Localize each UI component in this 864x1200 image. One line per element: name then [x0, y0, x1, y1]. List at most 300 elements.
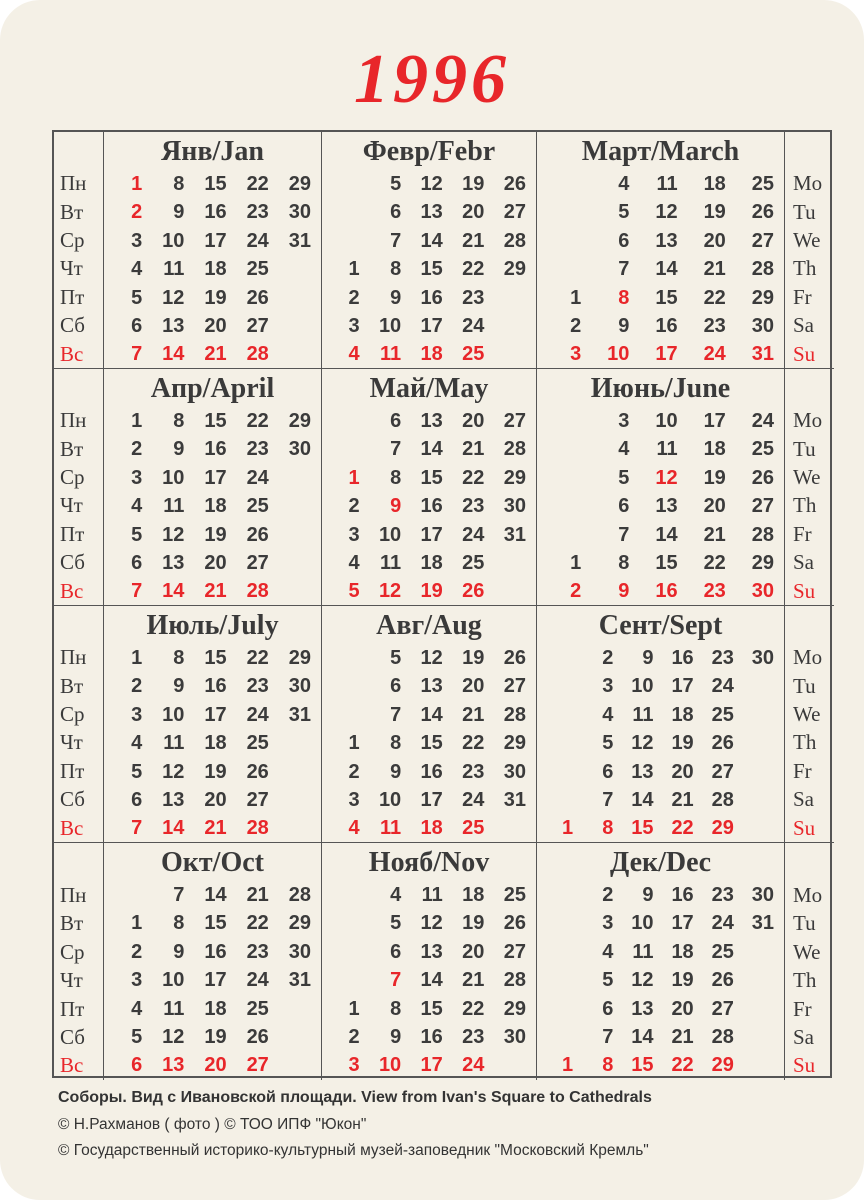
day: 3 — [131, 969, 143, 992]
day: 15 — [204, 647, 227, 669]
weekday-label: Вт — [60, 436, 84, 461]
photo-caption: Соборы. Вид с Ивановской площади. View from Ivan's Square to Cathedrals — [58, 1089, 652, 1106]
day: 16 — [420, 1025, 443, 1048]
day: 28 — [711, 788, 734, 811]
weekday-label: Вт — [60, 911, 84, 936]
day: 13 — [420, 675, 443, 698]
weekday-labels-ru — [54, 369, 104, 606]
month-block — [322, 132, 537, 369]
header-spacer — [785, 843, 834, 881]
empty-day — [322, 227, 364, 255]
day: 18 — [204, 258, 227, 281]
header-spacer — [54, 843, 103, 881]
day: 17 — [204, 229, 227, 252]
day: 15 — [420, 258, 443, 281]
holiday-day: 21 — [204, 343, 227, 366]
weekday-label: Th — [793, 730, 817, 755]
day: 1 — [131, 912, 143, 935]
month-block — [537, 843, 785, 1080]
week-column — [585, 407, 633, 606]
day: 18 — [703, 173, 726, 195]
day: 19 — [462, 647, 485, 669]
empty-day — [537, 966, 577, 994]
weekday-labels-en — [785, 843, 834, 1080]
day: 13 — [162, 788, 185, 811]
holiday-day: 21 — [204, 580, 227, 603]
day: 6 — [618, 229, 630, 252]
holiday-day: 6 — [131, 1054, 143, 1077]
holiday-day: 2 — [131, 201, 143, 224]
weekday-label: Ср — [60, 465, 85, 490]
day: 12 — [420, 912, 443, 935]
weekday-label: Sa — [793, 787, 814, 812]
day: 17 — [204, 703, 227, 726]
day: 14 — [420, 969, 443, 992]
day: 7 — [390, 229, 402, 252]
week-column — [322, 881, 364, 1080]
day: 18 — [204, 997, 227, 1020]
day: 25 — [751, 173, 775, 195]
day: 17 — [420, 788, 443, 811]
empty-day — [537, 644, 577, 672]
day: 8 — [390, 732, 402, 755]
holiday-day: 14 — [162, 580, 185, 603]
day: 23 — [711, 884, 734, 906]
day: 16 — [204, 675, 227, 698]
day: 27 — [503, 201, 526, 224]
empty-day — [488, 284, 530, 312]
weekday-label: Сб — [60, 787, 85, 812]
weekday-label: Вс — [60, 578, 84, 603]
day: 23 — [462, 495, 485, 518]
weekday-label: Ср — [60, 702, 85, 727]
day: 14 — [655, 258, 678, 281]
holiday-day: 27 — [246, 1054, 269, 1077]
day: 8 — [173, 410, 185, 432]
holiday-day: 1 — [562, 1054, 574, 1077]
day: 18 — [703, 438, 726, 461]
empty-day — [273, 549, 315, 577]
day: 16 — [204, 940, 227, 963]
day: 14 — [655, 523, 678, 546]
weekday-label: Mo — [793, 171, 823, 196]
day: 10 — [378, 788, 402, 811]
day: 8 — [390, 997, 402, 1020]
day: 12 — [420, 173, 443, 195]
week-column — [658, 644, 698, 843]
weekday-label: Сб — [60, 313, 85, 338]
day: 5 — [131, 760, 143, 783]
empty-day — [738, 814, 778, 842]
week-column — [682, 407, 730, 606]
day: 30 — [288, 438, 312, 461]
day: 23 — [246, 940, 269, 963]
day: 28 — [711, 1025, 734, 1048]
week-column — [405, 881, 447, 1080]
week-column — [730, 170, 778, 369]
day: 19 — [462, 912, 485, 935]
day: 25 — [751, 438, 775, 461]
day: 13 — [631, 760, 654, 783]
day: 12 — [162, 523, 185, 546]
weekday-label: Чт — [60, 968, 83, 993]
weekday-label: Sa — [793, 313, 814, 338]
day: 4 — [131, 495, 143, 518]
empty-day — [488, 577, 530, 605]
weekday-label: Чт — [60, 730, 83, 755]
day: 26 — [246, 760, 269, 783]
empty-day — [738, 786, 778, 814]
day: 25 — [246, 258, 269, 281]
day: 1 — [570, 286, 582, 309]
day: 9 — [642, 884, 654, 906]
day: 8 — [173, 647, 185, 669]
day: 31 — [288, 969, 312, 992]
header-spacer — [54, 606, 103, 643]
day: 31 — [503, 788, 526, 811]
day: 24 — [246, 466, 269, 489]
week-column — [104, 644, 146, 843]
day: 27 — [246, 788, 269, 811]
day: 26 — [246, 286, 269, 309]
holiday-day: 29 — [711, 817, 734, 840]
weekday-label: We — [793, 228, 821, 253]
day: 3 — [602, 675, 614, 698]
day: 12 — [162, 1025, 185, 1048]
day: 10 — [162, 229, 185, 252]
week-column — [364, 170, 406, 369]
day: 15 — [655, 286, 678, 309]
weekday-label: Вт — [60, 673, 84, 698]
day: 20 — [204, 314, 227, 337]
holiday-day: 1 — [348, 466, 360, 489]
week-column — [537, 881, 577, 1080]
day: 3 — [131, 703, 143, 726]
header-spacer — [785, 369, 834, 406]
day: 14 — [204, 884, 227, 906]
empty-day — [488, 814, 530, 842]
empty-day — [537, 729, 577, 757]
empty-day — [273, 284, 315, 312]
month-block — [104, 843, 322, 1080]
week-column — [231, 170, 273, 369]
holiday-day: 11 — [380, 343, 402, 366]
day: 20 — [204, 788, 227, 811]
day: 23 — [462, 286, 485, 309]
month-block — [537, 369, 785, 606]
weekday-label: Сб — [60, 550, 85, 575]
weekday-label: Пн — [60, 645, 87, 670]
holiday-day: 17 — [420, 1054, 443, 1077]
holiday-day: 4 — [348, 343, 360, 366]
empty-day — [488, 340, 530, 368]
day: 16 — [671, 647, 694, 669]
month-title: Май/May — [369, 373, 489, 404]
day: 30 — [503, 495, 526, 518]
week-column — [658, 881, 698, 1080]
calendar-year-title: 1996 — [354, 41, 510, 118]
day: 17 — [703, 410, 726, 432]
day: 11 — [656, 173, 678, 195]
empty-day — [273, 577, 315, 605]
week-column — [698, 881, 738, 1080]
day: 24 — [462, 523, 485, 546]
day: 8 — [390, 258, 402, 281]
holiday-day: 10 — [607, 343, 630, 366]
holiday-day: 22 — [671, 1054, 694, 1077]
weekday-label: Пн — [60, 171, 87, 196]
weekday-label: Fr — [793, 521, 812, 546]
empty-day — [273, 786, 315, 814]
day: 6 — [131, 551, 143, 574]
weekday-label: Ср — [60, 228, 85, 253]
week-column — [577, 644, 617, 843]
weekday-label: Fr — [793, 996, 812, 1021]
day: 15 — [204, 173, 227, 195]
day: 7 — [618, 523, 630, 546]
day: 8 — [173, 173, 185, 195]
holiday-day: 24 — [462, 1054, 485, 1077]
empty-day — [537, 198, 585, 226]
header-spacer — [785, 606, 834, 643]
empty-day — [738, 672, 778, 700]
holiday-day: 13 — [162, 1054, 185, 1077]
holiday-day: 7 — [131, 343, 143, 366]
day: 23 — [703, 314, 726, 337]
holiday-day: 15 — [631, 1054, 654, 1077]
day: 6 — [602, 760, 614, 783]
day: 5 — [390, 647, 402, 669]
day: 6 — [390, 675, 402, 698]
week-column — [188, 881, 230, 1080]
empty-day — [738, 966, 778, 994]
empty-day — [537, 407, 585, 435]
day: 20 — [671, 760, 694, 783]
empty-day — [322, 909, 364, 937]
week-column — [617, 644, 657, 843]
weekday-label: Mo — [793, 645, 823, 670]
day: 14 — [631, 788, 654, 811]
day: 26 — [246, 523, 269, 546]
day: 10 — [162, 466, 185, 489]
day: 21 — [462, 969, 485, 992]
day: 26 — [246, 1025, 269, 1048]
day: 26 — [503, 173, 526, 195]
day: 23 — [246, 201, 269, 224]
day: 21 — [671, 1025, 694, 1048]
day: 7 — [390, 438, 402, 461]
weekday-label: Tu — [793, 911, 816, 936]
holiday-day: 25 — [462, 343, 485, 366]
day: 5 — [602, 969, 614, 992]
week-column — [322, 644, 364, 843]
day: 24 — [462, 788, 485, 811]
empty-day — [537, 701, 577, 729]
day: 20 — [204, 551, 227, 574]
day: 20 — [462, 201, 485, 224]
month-title: Март/March — [581, 136, 740, 167]
empty-day — [537, 881, 577, 909]
day: 23 — [711, 647, 734, 669]
day: 17 — [420, 523, 443, 546]
day: 18 — [671, 703, 694, 726]
day: 18 — [671, 940, 694, 963]
day: 3 — [348, 788, 360, 811]
day: 15 — [204, 912, 227, 935]
empty-day — [537, 227, 585, 255]
month-days — [104, 170, 321, 369]
day: 28 — [288, 884, 312, 906]
empty-day — [738, 938, 778, 966]
day: 4 — [348, 551, 360, 574]
day: 19 — [204, 286, 227, 309]
day: 17 — [420, 314, 443, 337]
weekday-label: Sa — [793, 550, 814, 575]
day: 19 — [204, 760, 227, 783]
day: 13 — [655, 229, 678, 252]
day: 27 — [711, 760, 734, 783]
day: 22 — [462, 466, 485, 489]
day: 25 — [503, 884, 526, 906]
weekday-labels-en — [785, 369, 834, 606]
day: 23 — [462, 760, 485, 783]
empty-day — [537, 255, 585, 283]
weekday-label: Su — [793, 815, 816, 840]
empty-day — [537, 758, 577, 786]
day: 22 — [462, 732, 485, 755]
holiday-day: 12 — [655, 466, 678, 489]
day: 19 — [204, 1025, 227, 1048]
day: 18 — [420, 551, 443, 574]
empty-day — [273, 1023, 315, 1051]
weekday-label: Пт — [60, 996, 85, 1021]
day: 15 — [420, 466, 443, 489]
day: 17 — [671, 675, 694, 698]
day: 22 — [246, 647, 269, 669]
holiday-day: 26 — [462, 580, 485, 603]
day: 11 — [632, 940, 654, 963]
empty-day — [738, 995, 778, 1023]
day: 26 — [503, 912, 526, 935]
empty-day — [537, 909, 577, 937]
month-block — [322, 843, 537, 1080]
day: 3 — [131, 466, 143, 489]
empty-day — [537, 435, 585, 463]
day: 31 — [288, 229, 312, 252]
holiday-day: 23 — [703, 580, 726, 603]
weekday-label: Fr — [793, 758, 812, 783]
day: 29 — [503, 732, 526, 755]
weekday-label: Пн — [60, 883, 87, 907]
weekday-label: Fr — [793, 284, 812, 309]
day: 9 — [642, 647, 654, 669]
weekday-label: Th — [793, 493, 817, 518]
holiday-day: 18 — [420, 817, 443, 840]
weekday-label: Вс — [60, 1053, 84, 1078]
holiday-day: 5 — [348, 580, 360, 603]
day: 20 — [703, 229, 726, 252]
day: 8 — [390, 466, 402, 489]
day: 25 — [246, 495, 269, 518]
month-block — [322, 369, 537, 606]
empty-day — [273, 492, 315, 520]
day: 13 — [420, 201, 443, 224]
day: 16 — [204, 438, 227, 461]
week-column — [488, 644, 530, 843]
day: 9 — [390, 760, 402, 783]
weekday-label: Пт — [60, 284, 85, 309]
month-title: Нояб/Nov — [368, 847, 490, 878]
empty-day — [738, 758, 778, 786]
holiday-day: 1 — [562, 817, 574, 840]
holiday-day: 30 — [751, 580, 775, 603]
day: 9 — [173, 940, 185, 963]
day: 25 — [246, 997, 269, 1020]
day: 15 — [204, 410, 227, 432]
day: 27 — [751, 229, 775, 252]
day: 14 — [631, 1025, 654, 1048]
day: 11 — [163, 732, 185, 755]
day: 25 — [711, 703, 734, 726]
day: 24 — [711, 912, 734, 935]
day: 9 — [618, 314, 630, 337]
week-column — [738, 644, 778, 843]
weekday-label: Пт — [60, 758, 85, 783]
holiday-day: 4 — [348, 817, 360, 840]
day: 2 — [348, 286, 360, 309]
weekday-label: Tu — [793, 673, 816, 698]
week-column — [104, 407, 146, 606]
month-days — [104, 644, 321, 843]
day: 4 — [618, 438, 630, 461]
weekday-label: Su — [793, 341, 816, 366]
empty-day — [738, 1023, 778, 1051]
day: 29 — [503, 258, 526, 281]
day: 21 — [703, 523, 726, 546]
day: 22 — [246, 173, 269, 195]
day: 1 — [348, 732, 360, 755]
day: 23 — [462, 1025, 485, 1048]
week-column — [146, 407, 188, 606]
day: 10 — [162, 969, 185, 992]
day: 22 — [462, 258, 485, 281]
week-column — [738, 881, 778, 1080]
holiday-day: 24 — [703, 343, 726, 366]
month-days — [322, 407, 536, 606]
holiday-day: 14 — [162, 817, 185, 840]
week-column — [273, 881, 315, 1080]
day: 21 — [462, 703, 485, 726]
week-column — [405, 170, 447, 369]
holiday-day: 9 — [390, 495, 402, 518]
header-spacer — [785, 132, 834, 169]
day: 16 — [655, 314, 678, 337]
day: 2 — [602, 647, 614, 669]
day: 26 — [503, 647, 526, 669]
day: 5 — [618, 201, 630, 224]
day: 3 — [618, 410, 630, 432]
weekday-label: Su — [793, 578, 816, 603]
day: 19 — [703, 466, 726, 489]
day: 3 — [348, 523, 360, 546]
day: 11 — [421, 884, 443, 906]
day: 30 — [751, 314, 775, 337]
holiday-day: 7 — [390, 969, 402, 992]
week-column — [231, 407, 273, 606]
day: 11 — [656, 438, 678, 461]
day: 7 — [390, 703, 402, 726]
day: 21 — [462, 229, 485, 252]
